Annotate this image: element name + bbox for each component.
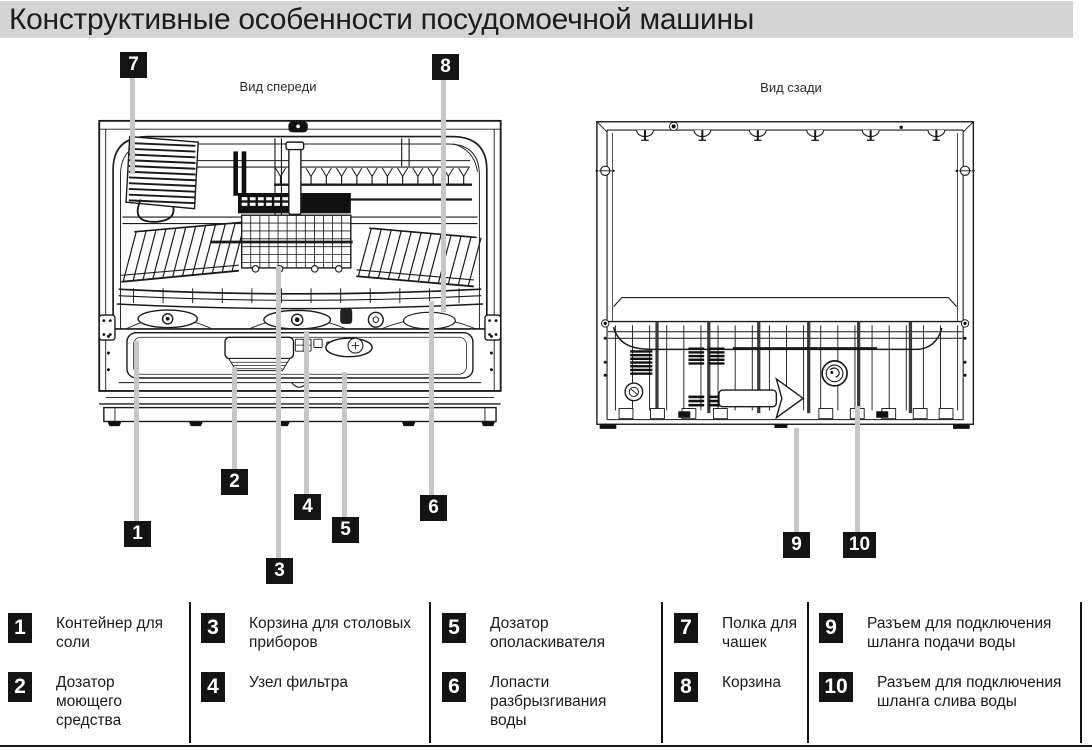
- legend-item-3: [201, 613, 428, 672]
- legend-label-4: Узел фильтра: [249, 674, 349, 691]
- legend-label-8: Корзина: [722, 674, 782, 691]
- legend-badge-5: 5: [442, 613, 466, 643]
- legend-item-4: [201, 672, 428, 731]
- legend-badge-2: 2: [8, 672, 32, 702]
- rear-view-drawing: [596, 122, 975, 429]
- legend-column-5: [819, 602, 1078, 744]
- leader-line-7: [130, 78, 135, 174]
- leader-line-9: [794, 428, 799, 534]
- legend-badge-3: 3: [201, 613, 225, 643]
- dishwasher-diagram: [0, 45, 1092, 600]
- callout-badge-7: 7: [120, 52, 147, 78]
- leader-line-1: [134, 341, 139, 523]
- callout-badge-2: 2: [221, 469, 248, 495]
- legend-divider-3: [661, 602, 663, 743]
- legend-column-1: [8, 602, 189, 744]
- legend-item-1: [8, 613, 189, 672]
- legend-column-3: [442, 602, 659, 744]
- leader-line-10: [855, 406, 860, 534]
- legend-badge-4: 4: [201, 672, 225, 702]
- callout-badge-10: 10: [843, 532, 876, 558]
- legend-divider-4: [807, 602, 809, 743]
- legend-badge-9: 9: [819, 613, 843, 643]
- leader-line-8: [441, 80, 446, 312]
- page-bottom-rule: [0, 745, 1092, 747]
- legend-item-6: [442, 672, 659, 731]
- callout-badge-3: 3: [266, 558, 293, 584]
- callout-badge-1: 1: [124, 521, 151, 547]
- legend-item-9: [819, 613, 1078, 672]
- callout-badge-6: 6: [420, 495, 447, 521]
- callout-badge-4: 4: [294, 494, 321, 520]
- legend-divider-2: [429, 602, 431, 743]
- legend-badge-6: 6: [442, 672, 466, 702]
- legend-divider-1: [189, 602, 191, 743]
- legend-label-10: Разъем для подключения шланга слива воды: [877, 674, 1062, 710]
- legend-label-2: Дозатор моющего средства: [56, 674, 123, 729]
- callout-badge-8: 8: [432, 54, 459, 80]
- leader-line-2: [232, 367, 237, 471]
- legend-item-2: [8, 672, 189, 731]
- legend-divider-5: [1080, 602, 1082, 743]
- legend-item-7: [674, 613, 805, 672]
- legend-badge-8: 8: [674, 672, 698, 702]
- legend-label-7: Полка для чашек: [722, 615, 797, 651]
- callout-badge-5: 5: [332, 517, 359, 543]
- legend-badge-7: 7: [674, 613, 698, 643]
- leader-line-4: [304, 331, 309, 496]
- leader-line-6: [429, 301, 434, 497]
- rear-view-caption: Вид сзади: [760, 80, 822, 95]
- page-title-bar: [0, 1, 1073, 38]
- legend-badge-10: 10: [819, 672, 853, 702]
- legend-column-2: [201, 602, 428, 744]
- legend-item-8: [674, 672, 805, 731]
- front-view-caption: Вид спереди: [239, 79, 317, 94]
- legend-label-5: Дозатор ополаскивателя: [490, 615, 605, 651]
- legend-label-3: Корзина для столовых приборов: [249, 615, 412, 651]
- page-title: Конструктивные особенности посудомоечной машины: [9, 3, 755, 36]
- legend-item-10: [819, 672, 1078, 731]
- callout-badge-9: 9: [783, 532, 810, 558]
- legend-label-6: Лопасти разбрызгивания воды: [490, 674, 607, 729]
- legend-column-4: [674, 602, 805, 744]
- legend-item-5: [442, 613, 659, 672]
- leader-line-5: [342, 372, 347, 519]
- leader-line-3: [276, 266, 281, 560]
- legend-label-1: Контейнер для соли: [56, 615, 164, 651]
- legend-badge-1: 1: [8, 613, 32, 643]
- legend-label-9: Разъем для подключения шланга подачи воды: [867, 615, 1052, 651]
